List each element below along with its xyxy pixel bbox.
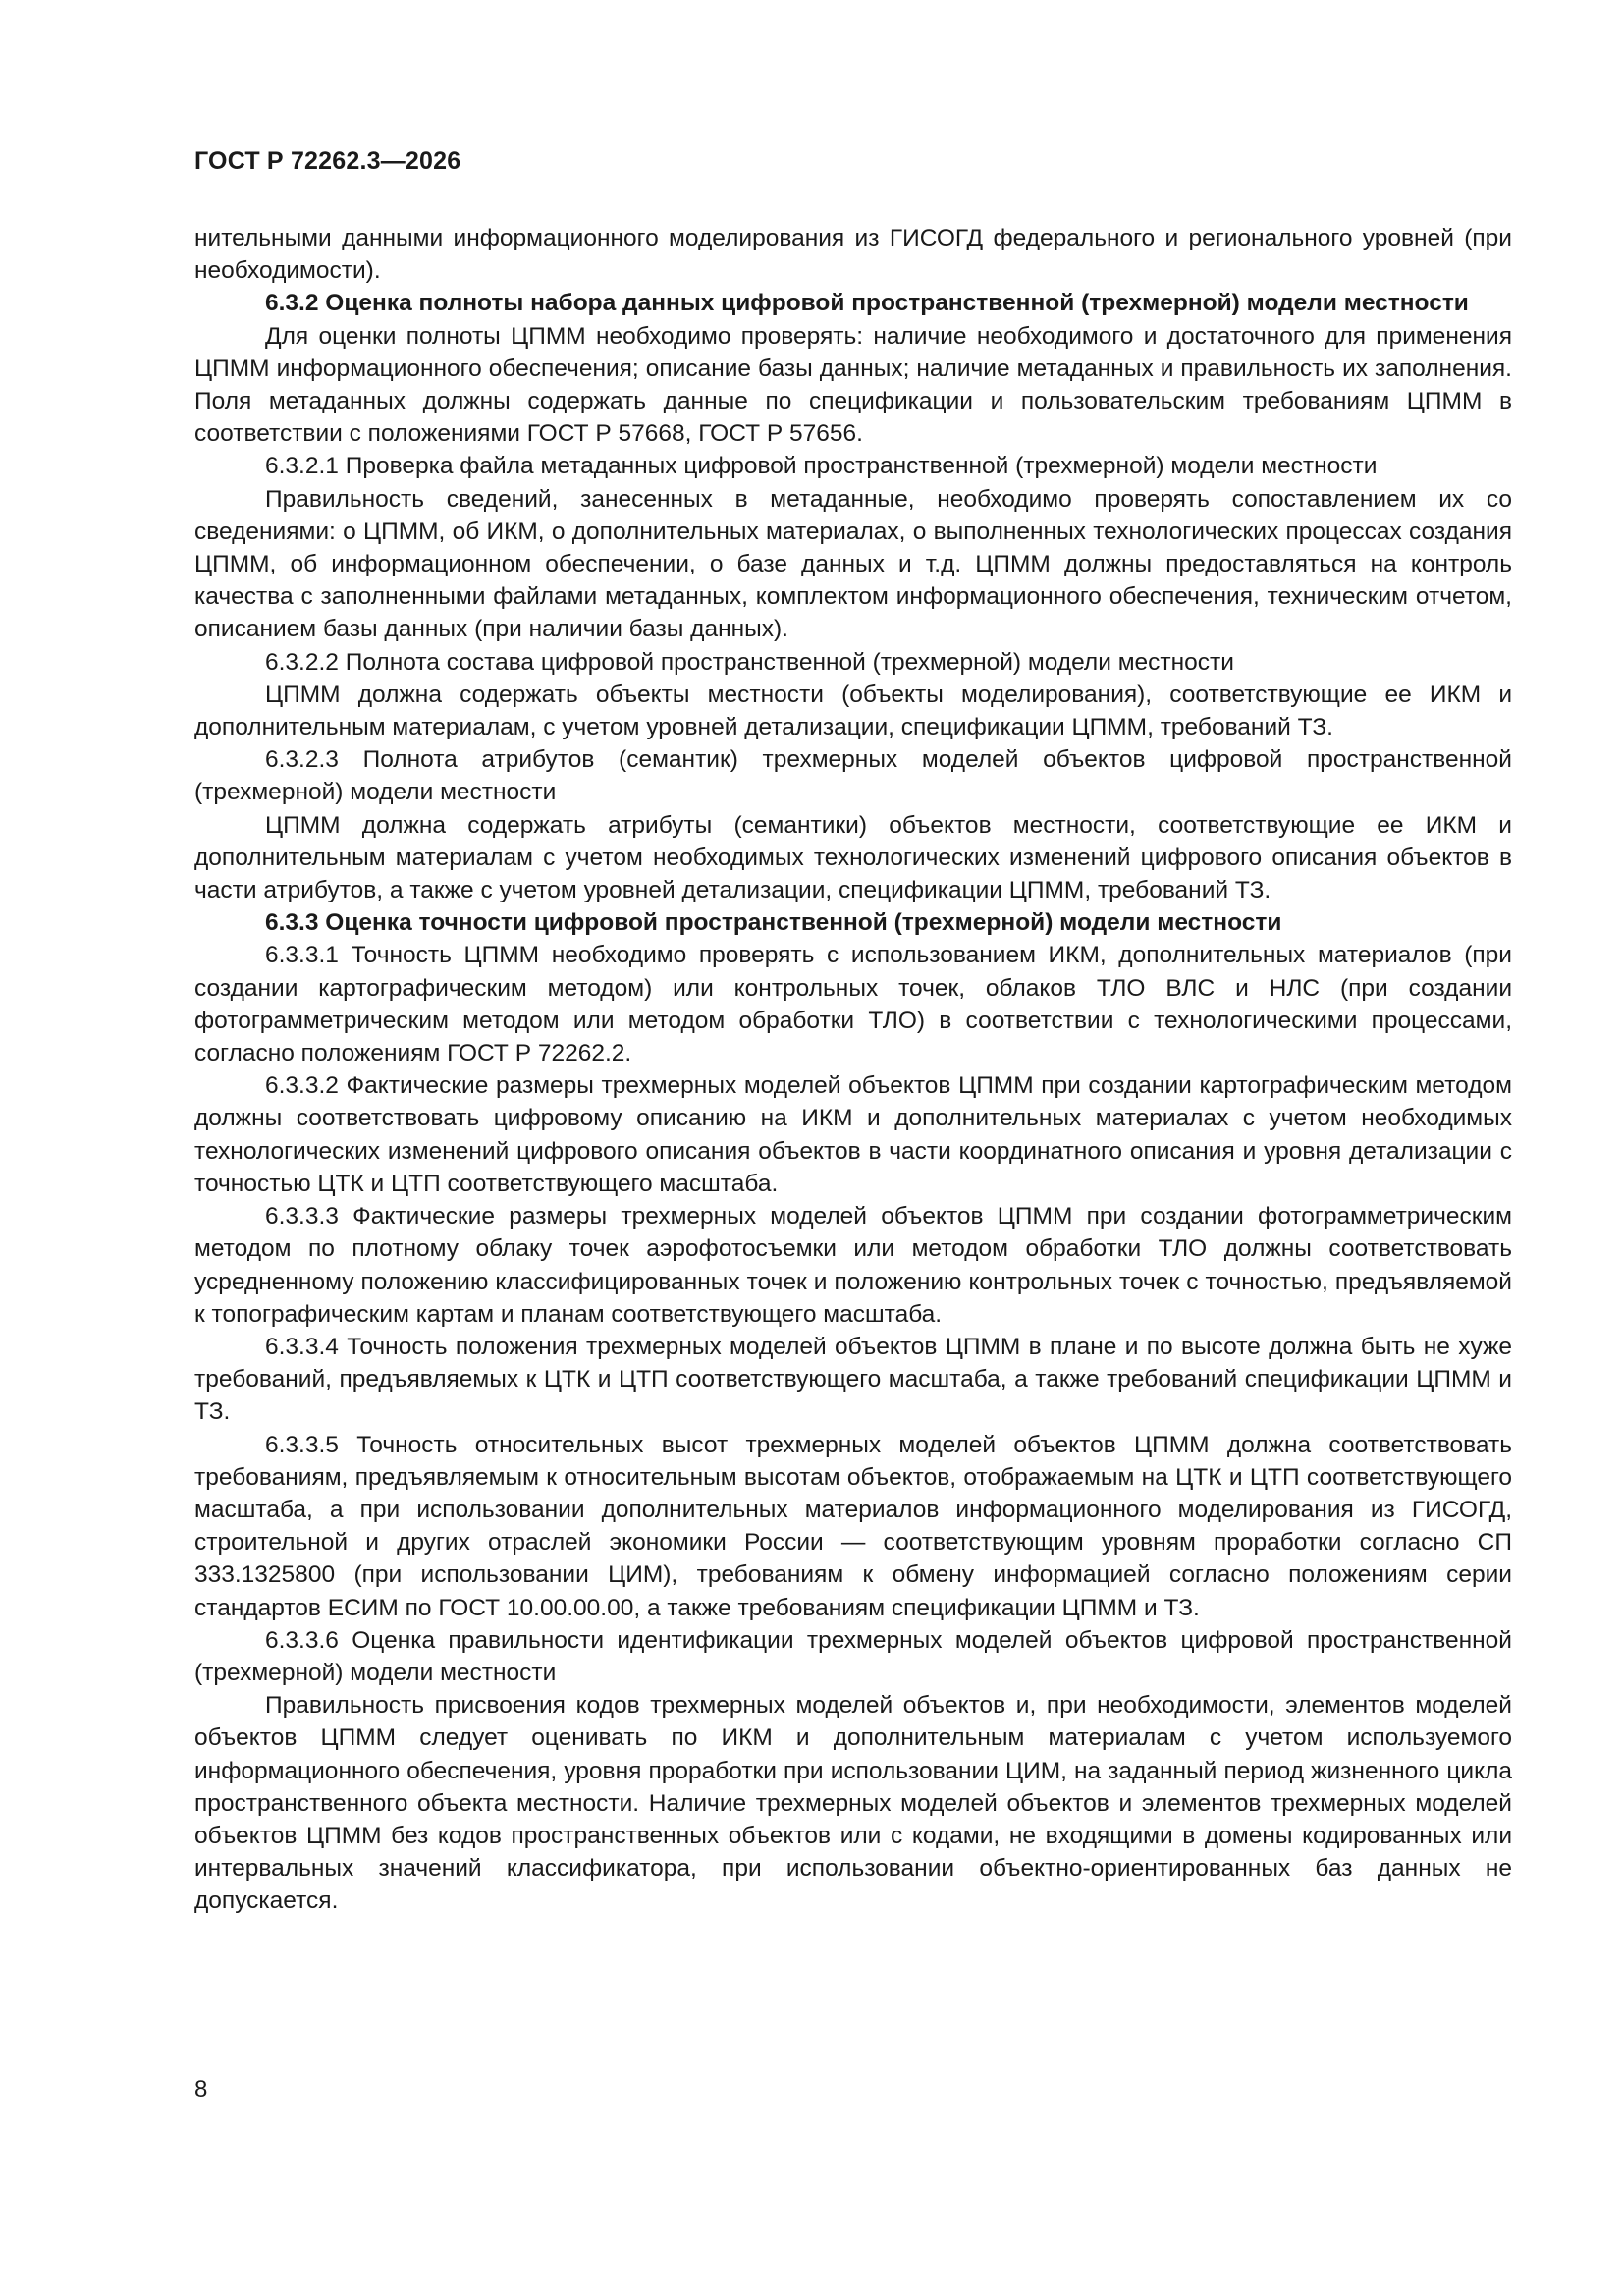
subsection-title-6-3-3-6: 6.3.3.6 Оценка правильности идентификации трехмерных моделей объектов цифровой пространственной (трехмерной) модели местности	[194, 1626, 1512, 1686]
page-number: 8	[194, 2076, 208, 2103]
paragraph-6-3-3-5: 6.3.3.5 Точность относительных высот трехмерных моделей объектов ЦПММ должна соответствовать требованиям, предъявляемым к относительным высотам объектов, отображаемым на ЦТК и ЦТП соответствующего масштаба, а при использовании дополнительных материалов информационного моделирования из ГИСОГД, строительной и других отраслей экономики России — соответствующим уровням проработки согласно СП 333.1325800 (при использовании ЦИМ), требованиям к обмену информацией согласно положениям серии стандартов ЕСИМ по ГОСТ 10.00.00.00, а также требованиям спецификации ЦПММ и ТЗ.	[194, 1431, 1512, 1621]
subsection-title-6-3-2-2: 6.3.2.2 Полнота состава цифровой пространственной (трехмерной) модели местности	[265, 648, 1234, 676]
subsection-title-6-3-2-1: 6.3.2.1 Проверка файла метаданных цифровой пространственной (трехмерной) модели местности	[265, 453, 1378, 480]
paragraph-6-3-3-2: 6.3.3.2 Фактические размеры трехмерных моделей объектов ЦПММ при создании картографическим методом должны соответствовать цифровому описанию на ИКМ и дополнительных материалах с учетом необходимых технологических изменений цифрового описания объектов в части координатного описания и уровня детализации с точностью ЦТК и ЦТП соответствующего масштаба.	[194, 1072, 1512, 1197]
paragraph-continuation: нительными данными информационного моделирования из ГИСОГД федерального и регионального уровней (при необходимости).	[194, 225, 1512, 285]
paragraph: Правильность присвоения кодов трехмерных моделей объектов и, при необходимости, элементов моделей объектов ЦПММ следует оценивать по ИКМ и дополнительным материалам с учетом используемого информационного обеспечения, уровня проработки при использовании ЦИМ, на заданный период жизненного цикла пространственного объекта местности. Наличие трехмерных моделей объектов и элементов трехмерных моделей объектов ЦПММ без кодов пространственных объектов или с кодами, не входящими в домены кодированных или интервальных значений классификатора, при использовании объектно-ориентированных баз данных не допускается.	[194, 1692, 1512, 1915]
paragraph: ЦПММ должна содержать атрибуты (семантики) объектов местности, соответствующие ее ИКМ и дополнительным материалам с учетом необходимых технологических изменений цифрового описания объектов в части атрибутов, а также с учетом уровней детализации, спецификации ЦПММ, требований ТЗ.	[194, 811, 1512, 904]
paragraph: Правильность сведений, занесенных в метаданные, необходимо проверять сопоставлением их со сведениями: о ЦПММ, об ИКМ, о дополнительных материалах, о выполненных технологических процессах создания ЦПММ, об информационном обеспечении, о базе данных и т.д. ЦПММ должны предоставляться на контроль качества с заполненными файлами метаданных, комплектом информационного обеспечения, техническим отчетом, описанием базы данных (при наличии базы данных).	[194, 485, 1512, 643]
paragraph-6-3-3-4: 6.3.3.4 Точность положения трехмерных моделей объектов ЦПММ в плане и по высоте должна быть не хуже требований, предъявляемых к ЦТК и ЦТП соответствующего масштаба, а также требований спецификации ЦПММ и ТЗ.	[194, 1333, 1512, 1426]
paragraph: Для оценки полноты ЦПММ необходимо проверять: наличие необходимого и достаточного для применения ЦПММ информационного обеспечения; описание базы данных; наличие метаданных и правильность их заполнения. Поля метаданных должны содержать данные по спецификации и пользовательским требованиям ЦПММ в соответствии с положениями ГОСТ Р 57668, ГОСТ Р 57656.	[194, 322, 1512, 448]
section-heading-6-3-2: 6.3.2 Оценка полноты набора данных цифровой пространственной (трехмерной) модели местности	[265, 290, 1469, 317]
paragraph-6-3-3-1: 6.3.3.1 Точность ЦПММ необходимо проверять с использованием ИКМ, дополнительных материалов (при создании картографическим методом) или контрольных точек, облаков ТЛО ВЛС и НЛС (при создании фотограмметрическим методом или методом обработки ТЛО) в соответствии с технологическими процессами, согласно положениям ГОСТ Р 72262.2.	[194, 942, 1512, 1067]
document-header: ГОСТ Р 72262.3—2026	[194, 147, 461, 175]
subsection-title-6-3-2-3: 6.3.2.3 Полнота атрибутов (семантик) трехмерных моделей объектов цифровой пространственной (трехмерной) модели местности	[194, 746, 1512, 806]
paragraph-6-3-3-3: 6.3.3.3 Фактические размеры трехмерных моделей объектов ЦПММ при создании фотограмметрическим методом по плотному облаку точек аэрофотосъемки или методом обработки ТЛО должны соответствовать усредненному положению классифицированных точек и положению контрольных точек с точностью, предъявляемой к топографическим картам и планам соответствующего масштаба.	[194, 1203, 1512, 1328]
document-body	[194, 222, 1512, 1918]
section-heading-6-3-3: 6.3.3 Оценка точности цифровой пространственной (трехмерной) модели местности	[265, 909, 1282, 937]
paragraph: ЦПММ должна содержать объекты местности (объекты моделирования), соответствующие ее ИКМ и дополнительным материалам, с учетом уровней детализации, спецификации ЦПММ, требований ТЗ.	[194, 681, 1512, 741]
